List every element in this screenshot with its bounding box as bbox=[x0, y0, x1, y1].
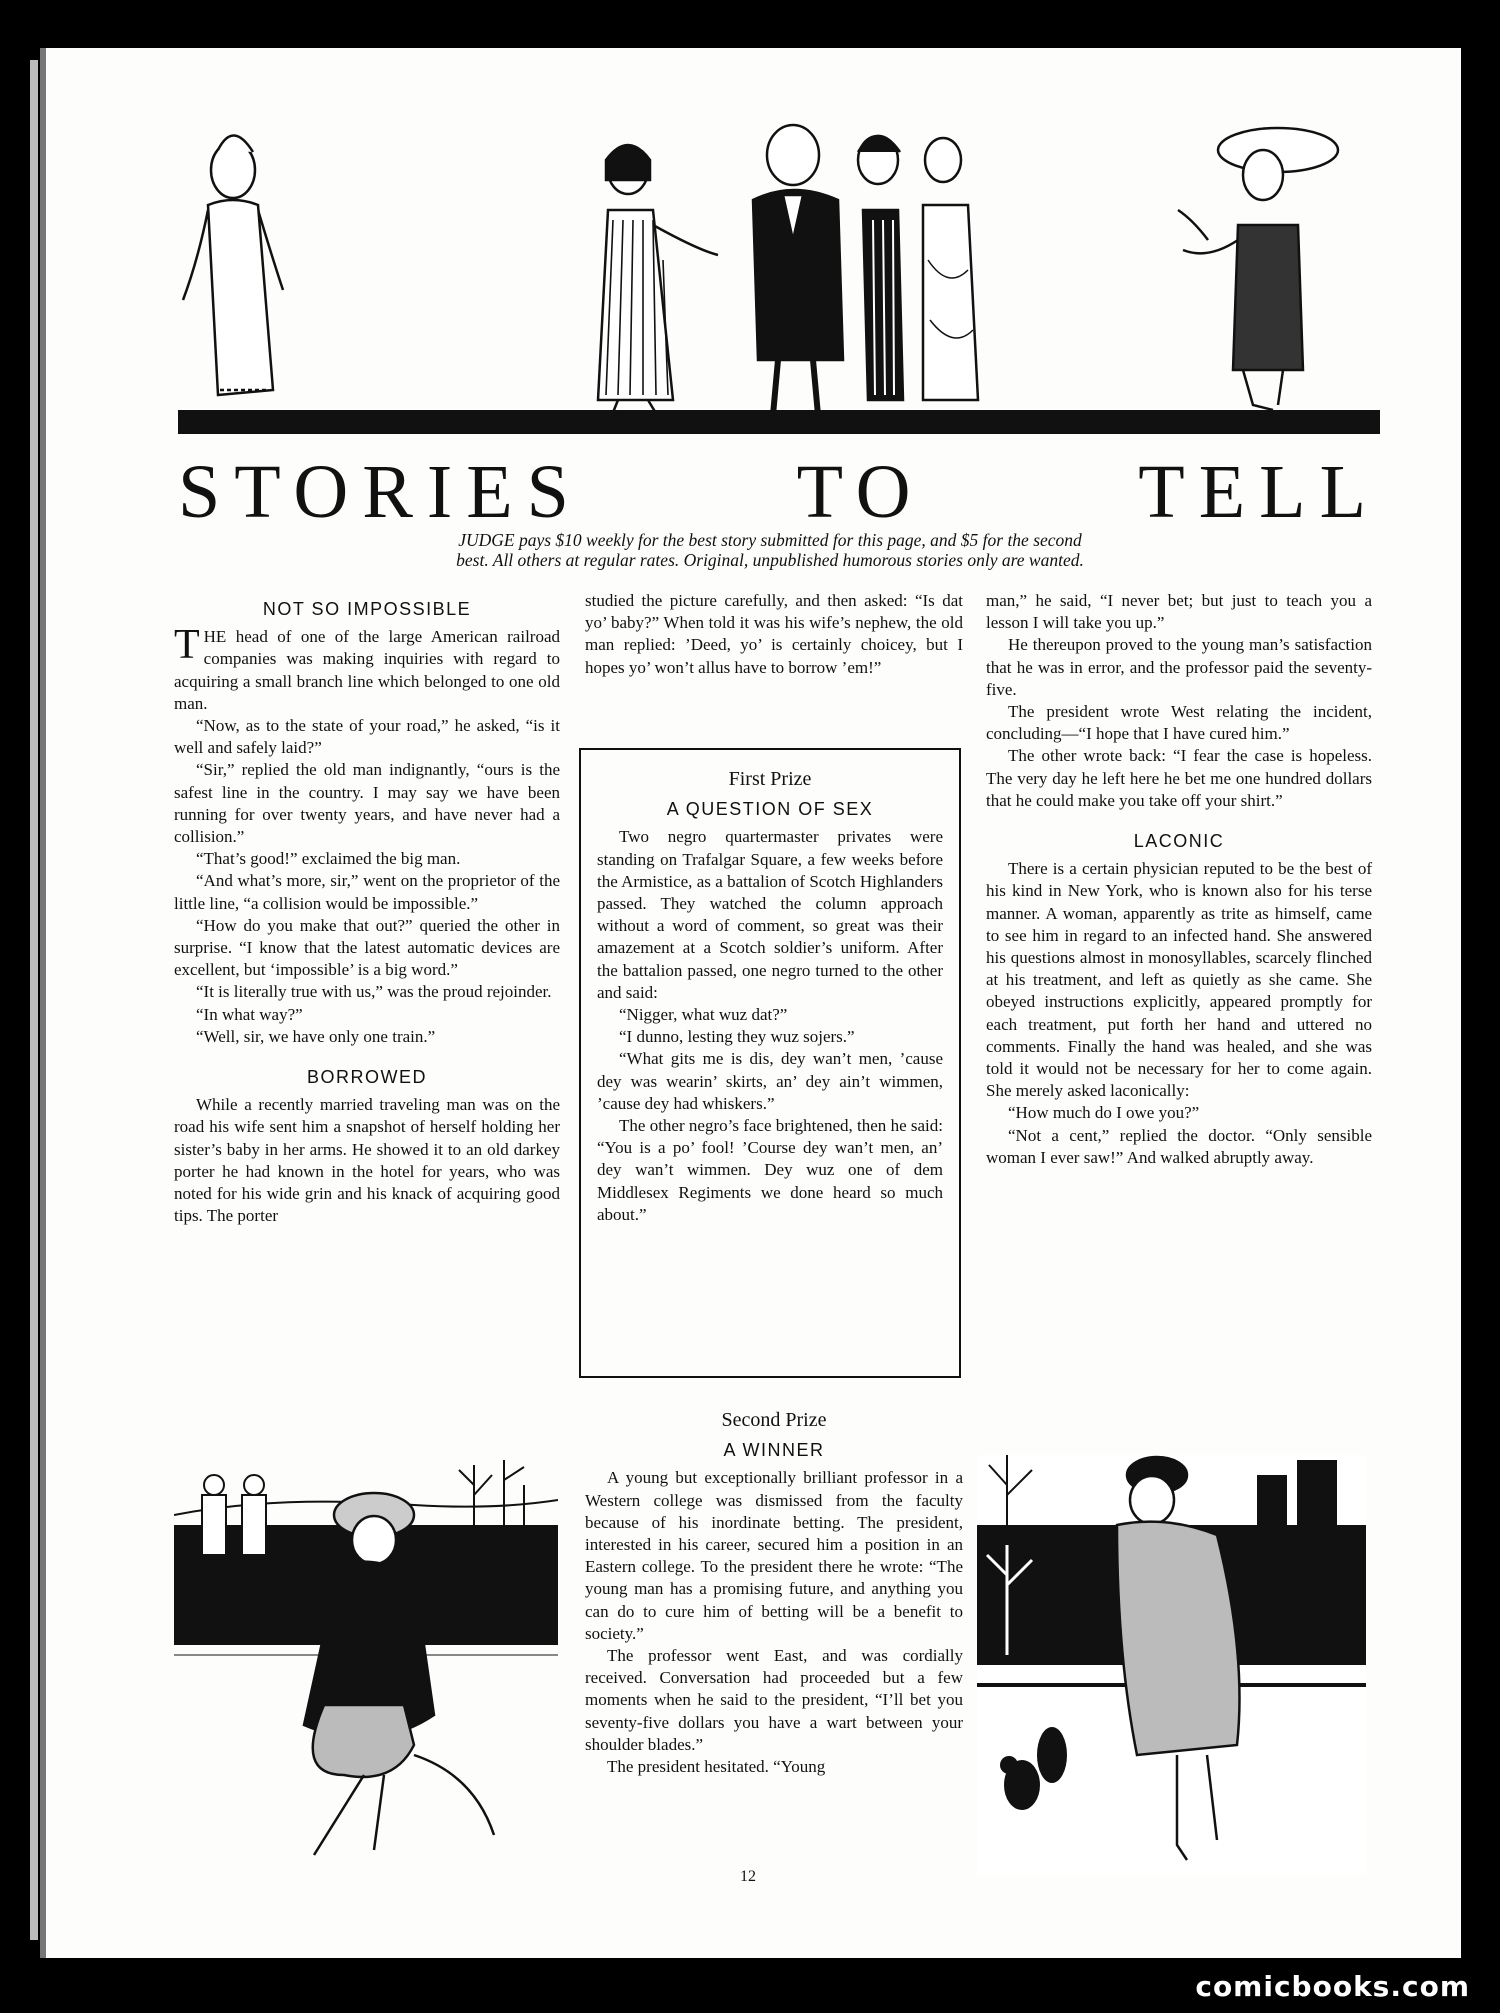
story-paragraph: The president hesitated. “Young bbox=[607, 1757, 826, 1777]
story-heading-question-of-sex: A QUESTION OF SEX bbox=[666, 799, 874, 820]
story-paragraph: There is a certain physician reputed to be the best of his kind in New York, who is known also for his terse manner. A woman, apparently as trite as himself, came to see him in regard to an infected hand. She answered his questions almost in monosyllables, scarcely flinched at his treatment, and left as quietly as she came. She obeyed instructions explicitly, appeared promptly for each treatment, put forth her hand and uttered no comments. Finally the hand was healed, and she was told it would not be necessary for her to come again. She merely asked laconically: bbox=[986, 859, 1372, 1101]
story-paragraph: Two negro quartermaster privates were standing on Trafalgar Square, a few weeks before the Armistice, as a battalion of Scotch Highlanders passed. They watched the column approach without a word of comment, so great was their amazement at a Scotch soldier’s uniform. After the battalion passed, one negro turned to the other and said: bbox=[597, 827, 943, 1002]
page-edge bbox=[30, 60, 38, 1940]
page-title: STORIES TO TELL bbox=[178, 450, 1380, 534]
story-heading-not-so-impossible: NOT SO IMPOSSIBLE bbox=[262, 599, 472, 619]
skater-illustration bbox=[174, 1455, 558, 1875]
column-2 bbox=[585, 590, 963, 679]
facing-page-edge bbox=[1462, 60, 1492, 1940]
first-prize-box bbox=[579, 748, 961, 1378]
story-paragraph: studied the picture carefully, and then asked: “Is dat yo’ baby?” When told it was his wife’s nephew, the old man replied: ’Deed, yo’ is certainly choicey, but I hopes yo’ won’t allus have to borrow ’em!” bbox=[585, 591, 963, 677]
story-paragraph: “Not a cent,” replied the doctor. “Only sensible woman I ever saw!” And walked abruptly away. bbox=[986, 1125, 1372, 1167]
prize-label: Second Prize bbox=[721, 1409, 827, 1431]
story-paragraph: “I dunno, lesting they wuz sojers.” bbox=[619, 1027, 855, 1047]
prize-label: First Prize bbox=[728, 768, 812, 790]
story-paragraph: The professor went East, and was cordially received. Conversation had proceeded but a few moments when he said to the president, “I’ll bet you seventy-five dollars you have a wart between your shoulder blades.” bbox=[585, 1646, 963, 1754]
figure-woman-hat bbox=[1178, 128, 1338, 410]
column-1 bbox=[174, 590, 560, 1227]
story-heading-borrowed: BORROWED bbox=[307, 1067, 427, 1088]
story-paragraph: He thereupon proved to the young man’s satisfaction that he was in error, and the professor paid the seventy-five. bbox=[986, 635, 1372, 699]
tagline-line-1: JUDGE pays $10 weekly for the best story submitted for this page, and $5 for the second bbox=[458, 530, 1082, 550]
story-heading-laconic: LACONIC bbox=[1133, 831, 1225, 852]
woman-squirrel-illustration bbox=[977, 1455, 1366, 1875]
story-paragraph: “How do you make that out?” queried the other in surprise. “I know that the latest automatic devices are excellent, but ‘impossible’ is a big word.” bbox=[174, 915, 560, 980]
story-heading-a-winner: A WINNER bbox=[723, 1440, 825, 1461]
story-paragraph: “Now, as to the state of your road,” he asked, “is it well and safely laid?” bbox=[174, 716, 560, 758]
story-paragraph: “In what way?” bbox=[196, 1004, 303, 1024]
figure-woman-black-dress bbox=[858, 136, 903, 400]
story-paragraph: “Sir,” replied the old man indignantly, “ours is the safest line in the country. I may say we have been running for over twenty years, and have never had a collision.” bbox=[174, 760, 560, 847]
story-paragraph: “How much do I owe you?” bbox=[1008, 1103, 1200, 1123]
watermark-text: comicbooks.com bbox=[1195, 1970, 1470, 2003]
story-paragraph: “Nigger, what wuz dat?” bbox=[619, 1005, 788, 1025]
story-paragraph: “What gits me is dis, dey wan’t men, ’cause dey was wearin’ skirts, an’ dey ain’t wimmen, ’cause dey had whiskers.” bbox=[597, 1049, 943, 1113]
story-paragraph: The other negro’s face brightened, then he said: “You is a po’ fool! ’Course dey wan’t men, an’ dey wan’t wimmen. Dey wuz one of dem Middlesex Regiments we done heard so much about.” bbox=[597, 1116, 943, 1224]
header-illustration bbox=[178, 60, 1380, 435]
figure-woman-left bbox=[183, 135, 283, 395]
story-paragraph: THE head of one of the large American railroad companies was making inquiries with regard to acquiring a small branch line which belonged to one old man. bbox=[174, 622, 560, 713]
figure-woman-lace bbox=[923, 138, 978, 400]
story-paragraph: “It is literally true with us,” was the proud rejoinder. bbox=[196, 982, 552, 1002]
story-paragraph: The other wrote back: “I fear the case is hopeless. The very day he left here he bet me one hundred dollars that he could make you take off your shirt.” bbox=[986, 746, 1372, 810]
figure-man-tuxedo bbox=[753, 125, 843, 415]
figure-woman-striped bbox=[598, 145, 718, 425]
tagline-line-2: best. All others at regular rates. Original, unpublished humorous stories only are wanted. bbox=[456, 550, 1084, 570]
story-paragraph: man,” he said, “I never bet; but just to teach you a lesson I will take you up.” bbox=[986, 591, 1372, 633]
header-bar bbox=[178, 410, 1380, 434]
drop-cap: T bbox=[174, 622, 200, 669]
story-paragraph: “Well, sir, we have only one train.” bbox=[196, 1026, 436, 1046]
column-3 bbox=[986, 590, 1372, 1169]
page-number: 12 bbox=[740, 1868, 756, 1885]
story-paragraph: “And what’s more, sir,” went on the proprietor of the little line, “a collision would be impossible.” bbox=[174, 871, 560, 913]
second-prize bbox=[585, 1405, 963, 1778]
tagline bbox=[270, 530, 1270, 570]
story-paragraph: A young but exceptionally brilliant professor in a Western college was dismissed from the faculty because of his inordinate betting. The president, interested in his career, secured him a position in an Eastern college. To the president there he wrote: “The young man has a promising future, and anything you can do to cure him of betting will be a benefit to society.” bbox=[585, 1468, 963, 1643]
story-paragraph: The president wrote West relating the incident, concluding—“I hope that I have cured him.” bbox=[986, 702, 1372, 744]
story-paragraph: “That’s good!” exclaimed the big man. bbox=[196, 849, 461, 869]
story-paragraph: While a recently married traveling man was on the road his wife sent him a snapshot of herself holding her sister’s baby in her arms. He showed it to an old darkey porter he had known in the hotel for years, who was noted for his wide grin and his knack of acquiring good tips. The porter bbox=[174, 1095, 560, 1226]
